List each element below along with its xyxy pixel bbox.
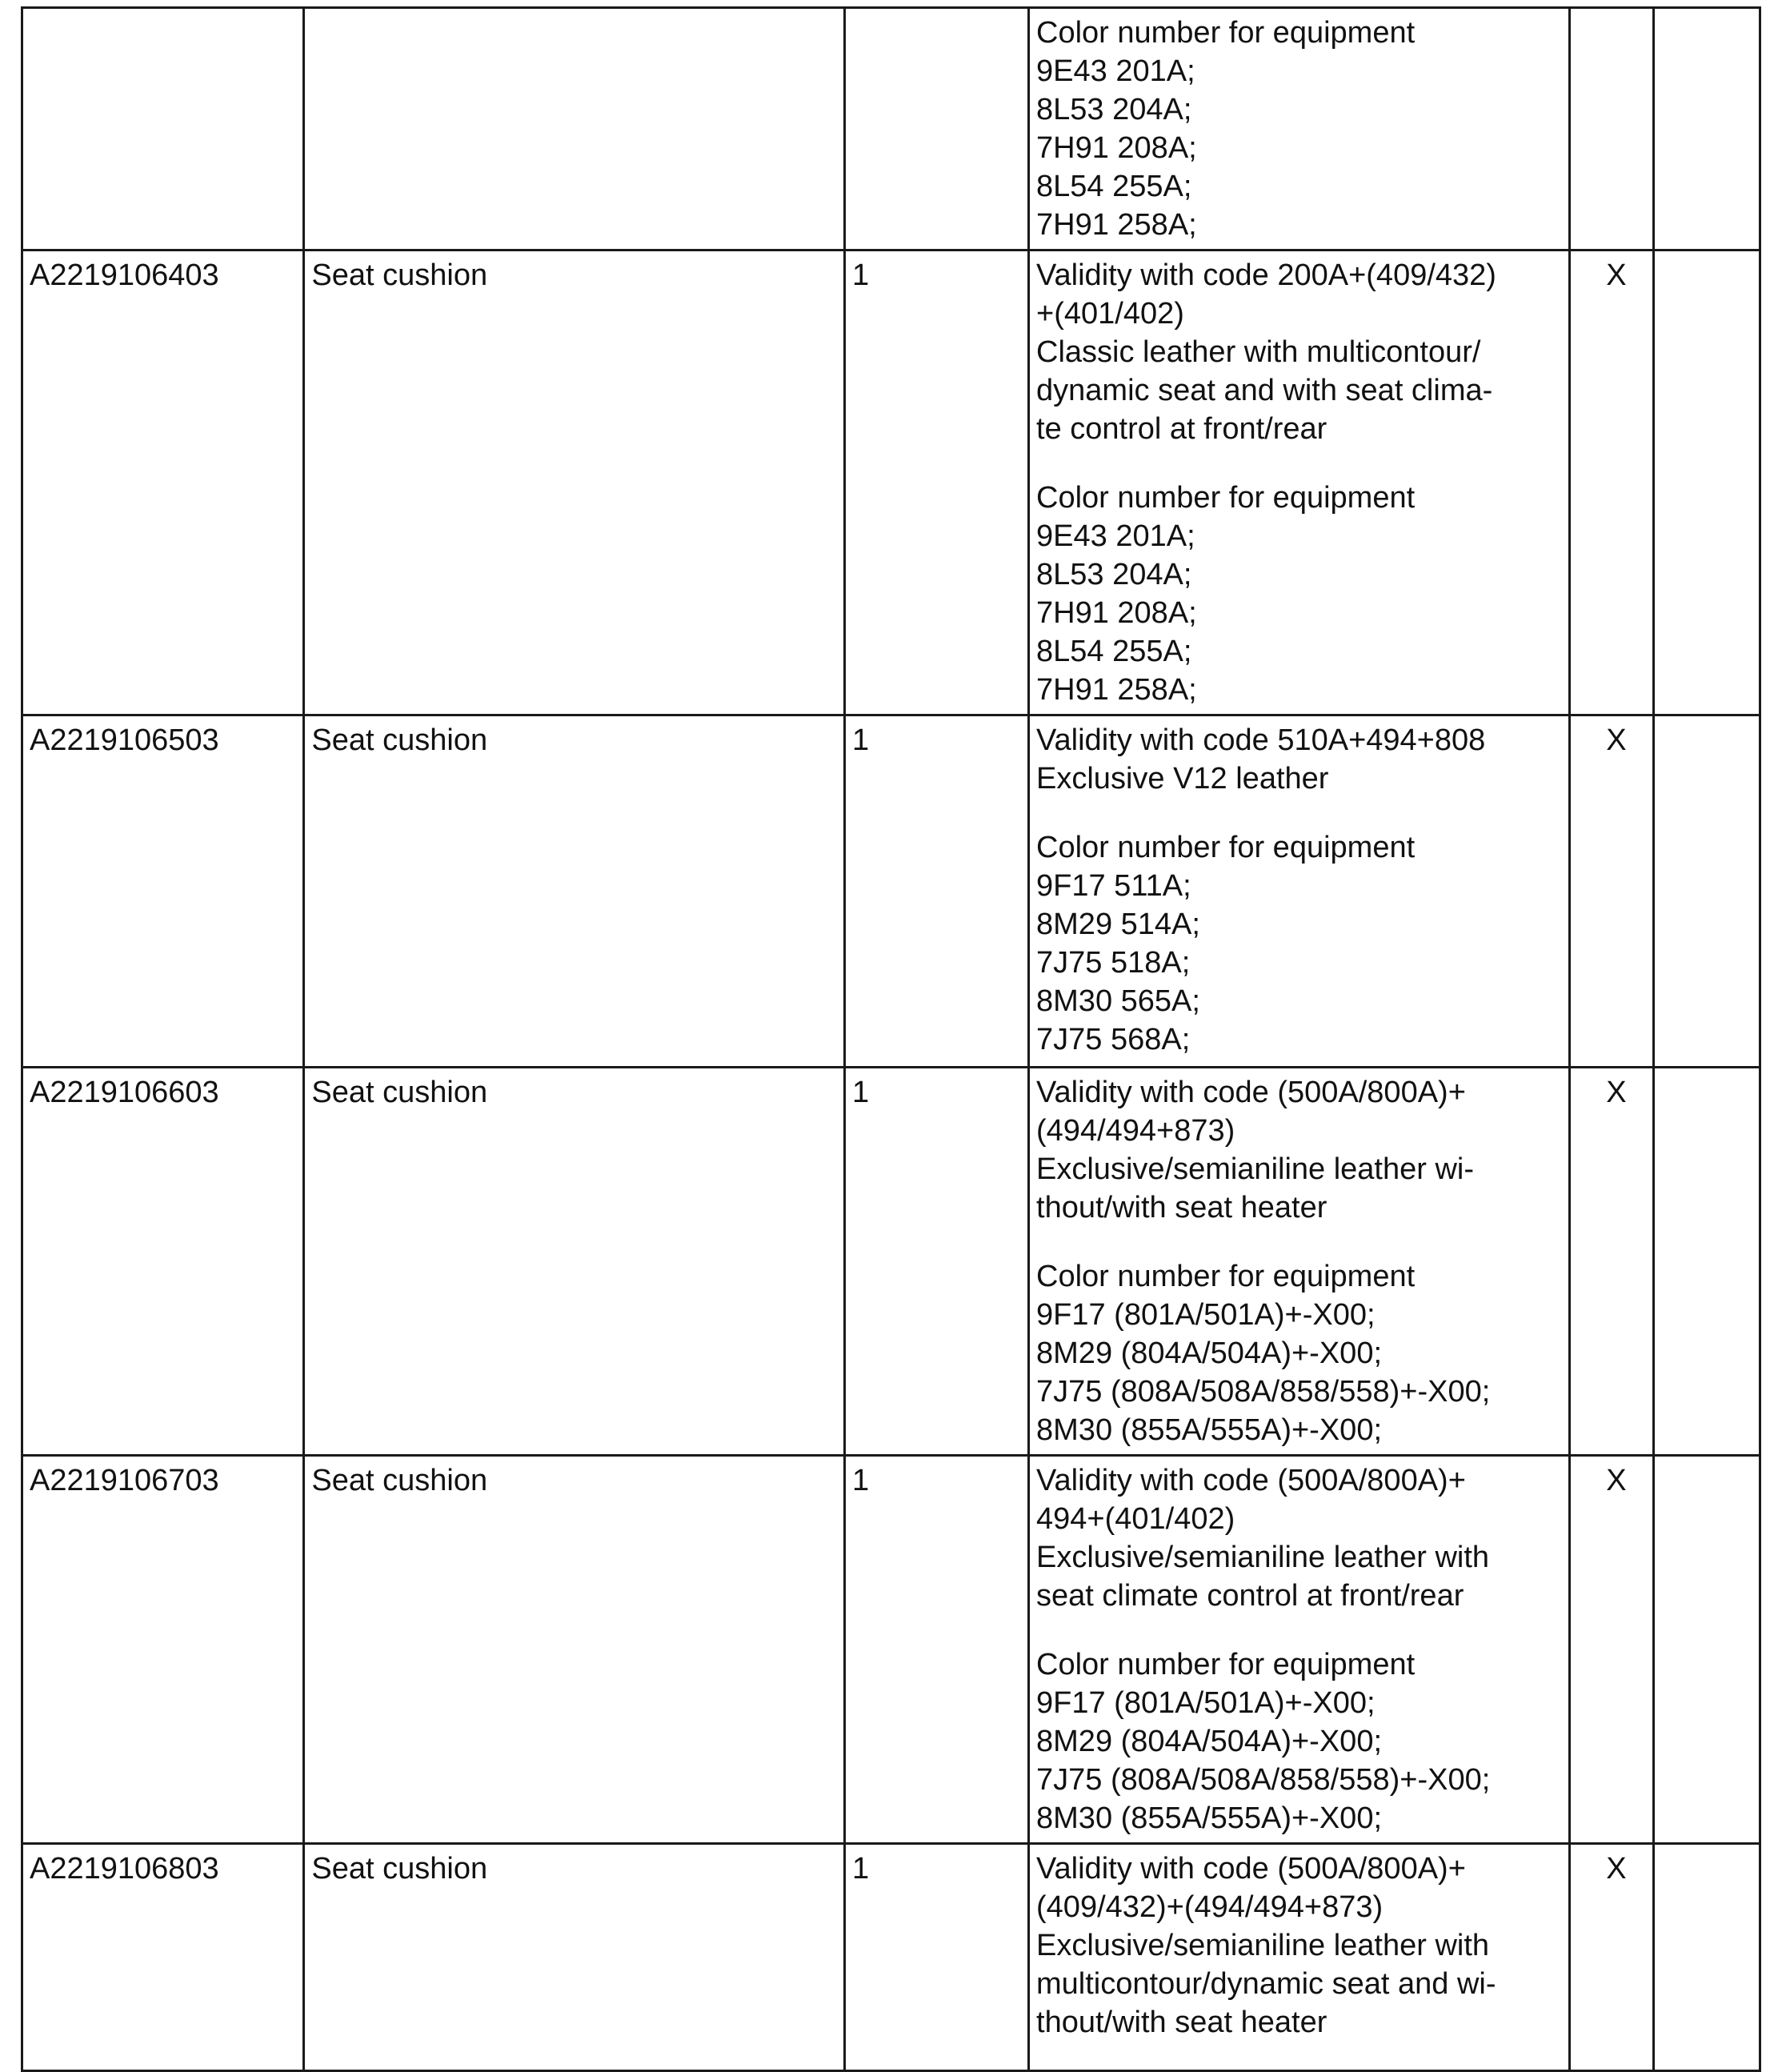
- info-line: Color number for equipment: [1036, 1260, 1416, 1293]
- table-row: [22, 250, 1760, 715]
- info-line: 8L54 255A;: [1036, 170, 1192, 203]
- quantity-cell: 1: [844, 1068, 1028, 1456]
- info-paragraph: [1036, 1461, 1562, 1615]
- info-line: thout/with seat heater: [1036, 2006, 1327, 2039]
- info-paragraph: [1036, 828, 1562, 1059]
- info-line: Validity with code 200A+(409/432): [1036, 258, 1496, 292]
- info-paragraph: [1036, 256, 1562, 448]
- mark-cell: [1569, 250, 1654, 715]
- part-number-cell: [22, 8, 304, 250]
- info-line: 7H91 208A;: [1036, 131, 1197, 165]
- info-line: 7J75 568A;: [1036, 1023, 1191, 1056]
- quantity-cell: 1: [844, 250, 1028, 715]
- info-line: Color number for equipment: [1036, 481, 1416, 515]
- info-line: dynamic seat and with seat clima-: [1036, 374, 1493, 407]
- info-line: 9F17 511A;: [1036, 869, 1191, 903]
- info-cell: [1029, 1068, 1570, 1456]
- info-paragraph: [1036, 721, 1562, 798]
- extra-cell: [1654, 250, 1760, 715]
- info-line: 7H91 258A;: [1036, 673, 1197, 707]
- info-line: 8L53 204A;: [1036, 93, 1192, 126]
- quantity-cell: 1: [844, 1456, 1028, 1844]
- extra-cell: [1654, 1844, 1760, 2071]
- info-line: 8M29 (804A/504A)+-X00;: [1036, 1725, 1383, 1758]
- info-line: 8M30 565A;: [1036, 984, 1200, 1018]
- info-line: 7H91 208A;: [1036, 596, 1197, 630]
- info-line: 7J75 (808A/508A/858/558)+-X00;: [1036, 1763, 1491, 1797]
- info-line: 8M29 514A;: [1036, 908, 1200, 941]
- description-cell: Seat cushion: [304, 1068, 845, 1456]
- info-paragraph: [1036, 1257, 1562, 1449]
- description-cell: Seat cushion: [304, 1456, 845, 1844]
- info-line: Color number for equipment: [1036, 831, 1416, 864]
- info-line: Validity with code (500A/800A)+: [1036, 1076, 1466, 1109]
- info-line: Exclusive/semianiline leather wi-: [1036, 1152, 1475, 1186]
- description-cell: Seat cushion: [304, 1844, 845, 2071]
- table-row: [22, 1456, 1760, 1844]
- info-line: Exclusive/semianiline leather with: [1036, 1929, 1490, 1962]
- parts-table: [21, 6, 1761, 2072]
- info-line: Validity with code (500A/800A)+: [1036, 1464, 1466, 1497]
- mark-cell: [1569, 1068, 1654, 1456]
- description-cell: [304, 8, 845, 250]
- info-line: +(401/402): [1036, 297, 1184, 331]
- quantity-cell: 1: [844, 1844, 1028, 2071]
- mark-cell: [1569, 1844, 1654, 2071]
- info-line: 7J75 518A;: [1036, 946, 1191, 980]
- table-row: [22, 1068, 1760, 1456]
- description-cell: Seat cushion: [304, 715, 845, 1068]
- info-cell: [1029, 1844, 1570, 2071]
- info-line: thout/with seat heater: [1036, 1191, 1327, 1224]
- info-line: (409/432)+(494/494+873): [1036, 1890, 1384, 1924]
- x-mark: X: [1606, 1852, 1627, 1886]
- mark-cell: [1569, 1456, 1654, 1844]
- info-line: 8M30 (855A/555A)+-X00;: [1036, 1413, 1383, 1447]
- part-number-cell: A2219106603: [22, 1068, 304, 1456]
- info-line: Exclusive/semianiline leather with: [1036, 1541, 1490, 1574]
- info-paragraph: [1036, 1850, 1562, 2042]
- info-line: te control at front/rear: [1036, 412, 1327, 446]
- info-line: Validity with code (500A/800A)+: [1036, 1852, 1466, 1886]
- info-line: (494/494+873): [1036, 1114, 1235, 1148]
- info-line: Color number for equipment: [1036, 16, 1416, 50]
- extra-cell: [1654, 715, 1760, 1068]
- info-line: Color number for equipment: [1036, 1648, 1416, 1681]
- x-mark: X: [1606, 258, 1627, 292]
- part-number-cell: A2219106503: [22, 715, 304, 1068]
- info-line: Validity with code 510A+494+808: [1036, 723, 1486, 757]
- extra-cell: [1654, 8, 1760, 250]
- info-line: 9F17 (801A/501A)+-X00;: [1036, 1298, 1376, 1332]
- info-cell: [1029, 1456, 1570, 1844]
- info-line: Classic leather with multicontour/: [1036, 335, 1481, 369]
- parts-table-body: [22, 8, 1760, 2071]
- quantity-cell: 1: [844, 715, 1028, 1068]
- part-number-cell: A2219106703: [22, 1456, 304, 1844]
- info-line: 8M29 (804A/504A)+-X00;: [1036, 1337, 1383, 1370]
- info-line: Exclusive V12 leather: [1036, 762, 1329, 796]
- table-row: [22, 715, 1760, 1068]
- x-mark: X: [1606, 723, 1627, 757]
- info-line: seat climate control at front/rear: [1036, 1579, 1464, 1613]
- extra-cell: [1654, 1068, 1760, 1456]
- info-paragraph: [1036, 14, 1562, 244]
- info-cell: [1029, 250, 1570, 715]
- part-number-cell: A2219106403: [22, 250, 304, 715]
- quantity-cell: [844, 8, 1028, 250]
- x-mark: X: [1606, 1076, 1627, 1109]
- part-number-cell: A2219106803: [22, 1844, 304, 2071]
- info-line: 8L53 204A;: [1036, 558, 1192, 591]
- info-line: 9E43 201A;: [1036, 519, 1195, 553]
- table-row: [22, 1844, 1760, 2071]
- mark-cell: [1569, 715, 1654, 1068]
- info-cell: [1029, 8, 1570, 250]
- table-row: [22, 8, 1760, 250]
- x-mark: X: [1606, 1464, 1627, 1497]
- info-line: 9E43 201A;: [1036, 54, 1195, 88]
- info-paragraph: [1036, 1645, 1562, 1838]
- extra-cell: [1654, 1456, 1760, 1844]
- info-line: 9F17 (801A/501A)+-X00;: [1036, 1686, 1376, 1720]
- info-line: 8M30 (855A/555A)+-X00;: [1036, 1801, 1383, 1835]
- info-paragraph: [1036, 1073, 1562, 1227]
- info-line: 8L54 255A;: [1036, 635, 1192, 668]
- description-cell: Seat cushion: [304, 250, 845, 715]
- info-line: 7J75 (808A/508A/858/558)+-X00;: [1036, 1375, 1491, 1409]
- info-line: multicontour/dynamic seat and wi-: [1036, 1967, 1496, 2001]
- info-cell: [1029, 715, 1570, 1068]
- info-line: 494+(401/402): [1036, 1502, 1235, 1536]
- info-paragraph: [1036, 479, 1562, 709]
- info-line: 7H91 258A;: [1036, 208, 1197, 242]
- mark-cell: [1569, 8, 1654, 250]
